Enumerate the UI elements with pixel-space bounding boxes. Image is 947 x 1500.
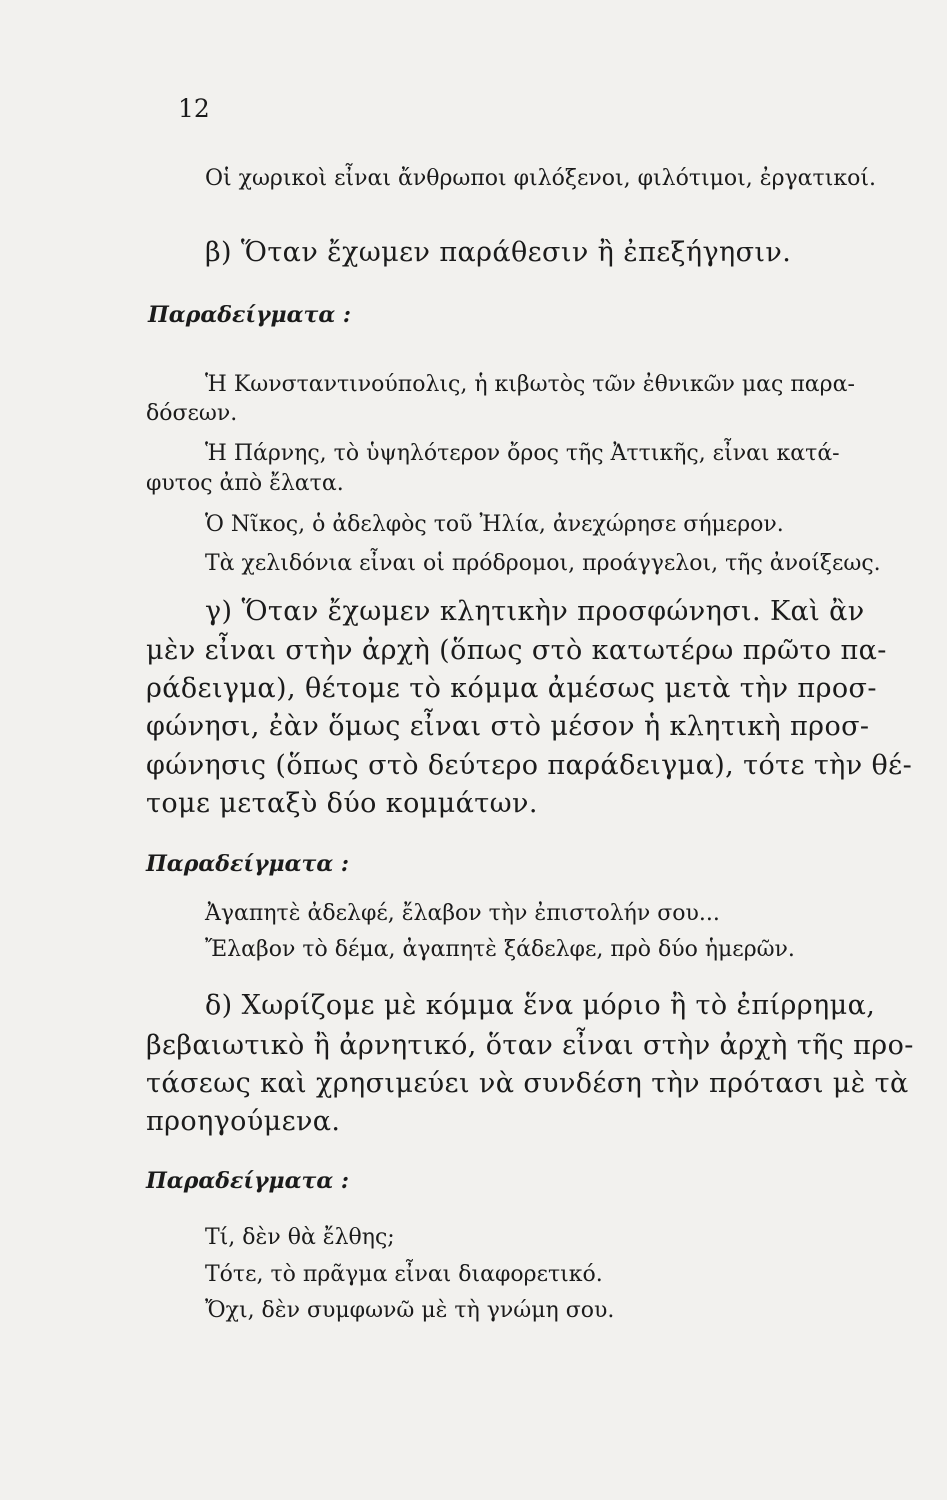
text-line: Τί, δὲν θὰ ἔλθης; <box>205 1225 395 1250</box>
text-line: δόσεων. <box>146 401 238 426</box>
text-line: ράδειγμα), θέτομε τὸ κόμμα ἀμέσως μετὰ τὴν προσ- <box>146 673 877 704</box>
section-heading: β) Ὅταν ἔχωμεν παράθεσιν ἢ ἐπεξήγησιν. <box>205 237 792 268</box>
text-line: βεβαιωτικὸ ἢ ἀρνητικό, ὅταν εἶναι στὴν ἀρχὴ τῆς προ- <box>146 1030 914 1061</box>
text-line: τομε μεταξὺ δύο κομμάτων. <box>146 788 538 819</box>
text-line: φώνησις (ὅπως στὸ δεύτερο παράδειγμα), τότε τὴν θέ- <box>146 750 913 781</box>
text-line: Ἡ Κωνσταντινούπολις, ἡ κιβωτὸς τῶν ἐθνικῶν μας παρα- <box>205 372 855 397</box>
text-line: Τότε, τὸ πρᾶγμα εἶναι διαφορετικό. <box>205 1262 603 1287</box>
text-line: Ἔλαβον τὸ δέμα, ἀγαπητὲ ξάδελφε, πρὸ δύο ἡμερῶν. <box>205 937 795 962</box>
text-line: Τὰ χελιδόνια εἶναι οἱ πρόδρομοι, προάγγελοι, τῆς ἀνοίξεως. <box>205 551 881 576</box>
examples-heading: Παραδείγματα : <box>148 302 352 328</box>
text-line: μὲν εἶναι στὴν ἀρχὴ (ὅπως στὸ κατωτέρω πρῶτο πα- <box>146 635 887 666</box>
text-line: Ἀγαπητὲ ἀδελφέ, ἔλαβον τὴν ἐπιστολήν σου... <box>205 901 720 926</box>
examples-heading: Παραδείγματα : <box>146 1168 350 1194</box>
text-line: Ὄχι, δὲν συμφωνῶ μὲ τὴ γνώμη σου. <box>205 1298 615 1323</box>
examples-heading: Παραδείγματα : <box>146 851 350 877</box>
text-line: Ἡ Πάρνης, τὸ ὑψηλότερον ὄρος τῆς Ἀττικῆς, εἶναι κατά- <box>205 441 840 466</box>
text-line: Ὁ Νῖκος, ὁ ἀδελφὸς τοῦ Ἠλία, ἀνεχώρησε σήμερον. <box>205 512 784 537</box>
text-line: τάσεως καὶ χρησιμεύει νὰ συνδέση τὴν πρότασι μὲ τὰ <box>146 1068 909 1099</box>
text-line: φυτος ἀπὸ ἔλατα. <box>146 471 344 496</box>
page-number: 12 <box>178 94 210 123</box>
section-heading: δ) Χωρίζομε μὲ κόμμα ἕνα μόριο ἢ τὸ ἐπίρρημα, <box>205 990 876 1021</box>
text-line: προηγούμενα. <box>146 1106 341 1137</box>
section-heading: γ) Ὅταν ἔχωμεν κλητικὴν προσφώνησι. Καὶ ἂν <box>205 596 865 627</box>
text-line: Οἱ χωρικοὶ εἶναι ἄνθρωποι φιλόξενοι, φιλότιμοι, ἐργατικοί. <box>205 166 876 191</box>
text-line: φώνησι, ἐὰν ὅμως εἶναι στὸ μέσον ἡ κλητικὴ προσ- <box>146 711 870 742</box>
